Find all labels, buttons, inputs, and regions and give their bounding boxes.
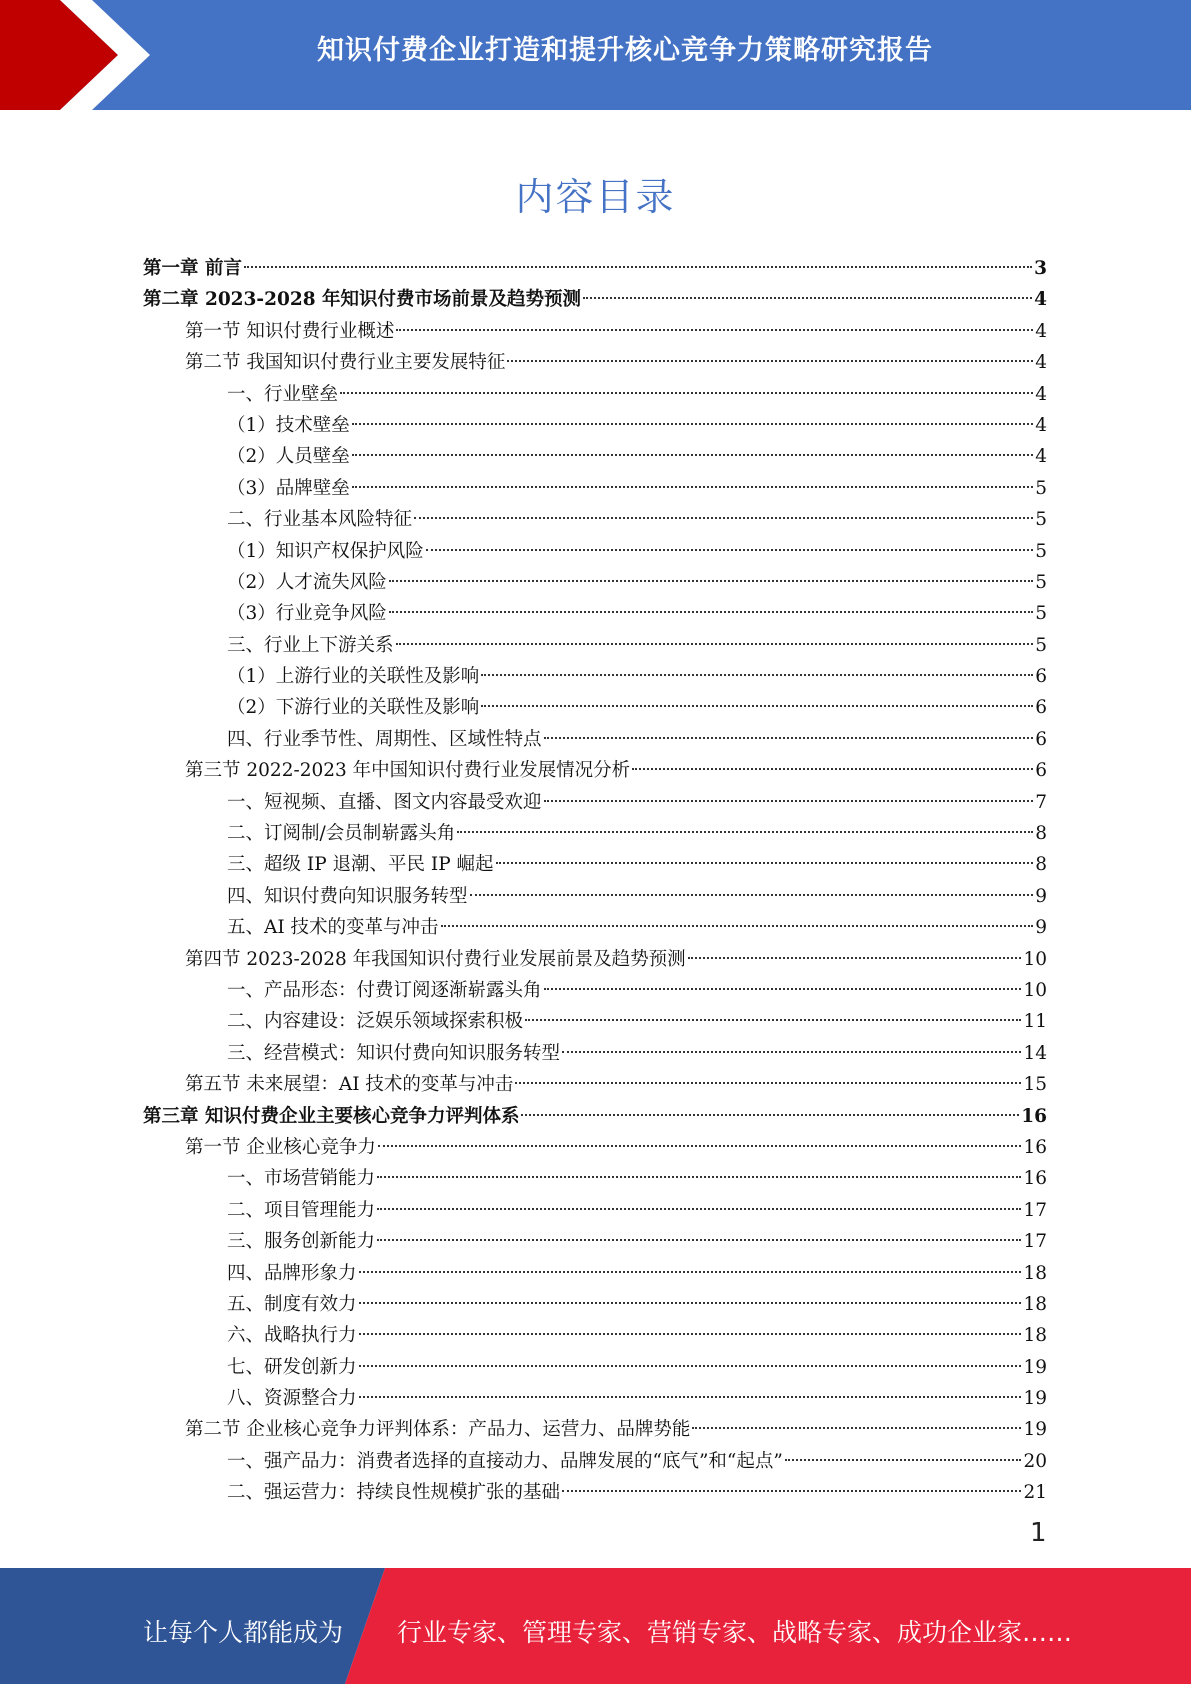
toc-entry[interactable] [143,1163,1047,1194]
toc-entry-page: 17 [1023,1231,1047,1253]
toc-entry-page: 19 [1023,1388,1047,1410]
toc-dot-leader [481,674,1033,676]
toc-entry-title: 一、行业壁垒 [227,383,339,405]
toc-entry-title: 第二节 我国知识付费行业主要发展特征 [185,352,506,374]
toc-entry-page: 5 [1035,477,1047,499]
toc-entry-page: 6 [1035,697,1047,719]
toc-entry-title: 第三章 知识付费企业主要核心竞争力评判体系 [143,1105,520,1127]
toc-entry-page: 6 [1035,760,1047,782]
toc-dot-leader [470,894,1034,896]
toc-dot-leader [378,1145,1022,1147]
toc-entry-page: 4 [1035,414,1047,436]
toc-dot-leader [340,392,1033,394]
toc-entry[interactable] [143,975,1047,1006]
toc-dot-leader [377,1208,1021,1210]
report-title: 知识付费企业打造和提升核心竞争力策略研究报告 [317,35,933,66]
toc-dot-leader [544,988,1022,990]
toc-dot-leader [688,957,1022,959]
toc-dot-leader [389,611,1033,613]
toc-entry[interactable] [143,473,1047,504]
toc-entry-title: 五、制度有效力 [227,1293,357,1315]
toc-entry-page: 5 [1035,509,1047,531]
toc-entry-page: 5 [1035,603,1047,625]
toc-entry-title: 一、市场营销能力 [227,1168,376,1190]
toc-dot-leader [389,580,1033,582]
toc-entry-page: 18 [1023,1293,1047,1315]
toc-entry-page: 15 [1023,1074,1047,1096]
toc-entry-title: 第三节 2022-2023 年中国知识付费行业发展情况分析 [185,760,631,782]
toc-entry-page: 20 [1023,1450,1047,1472]
toc-dot-leader [377,1239,1021,1241]
toc-entry-page: 5 [1035,571,1047,593]
toc-entry[interactable] [143,1038,1047,1069]
toc-entry-page: 10 [1023,979,1047,1001]
toc-entry-title: （3）品牌壁垒 [227,477,350,499]
toc-entry[interactable] [143,598,1047,629]
toc-entry-page: 4 [1035,352,1047,374]
toc-entry-title: （1）上游行业的关联性及影响 [227,666,480,688]
toc-dot-leader [359,1271,1022,1273]
toc-entry[interactable] [143,912,1047,943]
toc-entry[interactable] [143,253,1047,284]
toc-dot-leader [377,1176,1021,1178]
toc-entry-page: 4 [1035,320,1047,342]
toc-entry-page: 4 [1035,446,1047,468]
toc-dot-leader [426,549,1033,551]
toc-entry[interactable] [143,410,1047,441]
toc-dot-leader [352,486,1033,488]
toc-entry-page: 8 [1035,823,1047,845]
toc-entry[interactable] [143,1414,1047,1445]
toc-entry-title: （2）人员壁垒 [227,446,350,468]
toc-entry[interactable] [143,1477,1047,1508]
toc-dot-leader [396,329,1033,331]
toc-entry-title: 二、行业基本风险特征 [227,509,413,531]
toc-entry-page: 19 [1023,1419,1047,1441]
toc-entry[interactable] [143,692,1047,723]
toc-entry[interactable] [143,1320,1047,1351]
toc-entry[interactable] [143,504,1047,535]
toc-entry-title: 五、AI 技术的变革与冲击 [227,917,439,939]
toc-entry-page: 14 [1023,1042,1047,1064]
toc-entry[interactable] [143,1069,1047,1100]
toc-dot-leader [521,1114,1019,1116]
toc-dot-leader [441,925,1034,927]
toc-dot-leader [481,705,1033,707]
toc-entry-title: （1）技术壁垒 [227,414,350,436]
toc-dot-leader [352,454,1033,456]
toc-dot-leader [562,1490,1021,1492]
toc-entry-title: 第四节 2023-2028 年我国知识付费行业发展前景及趋势预测 [185,948,686,970]
toc-entry-title: 第一节 知识付费行业概述 [185,320,395,342]
toc-entry[interactable] [143,755,1047,786]
toc-entry[interactable] [143,441,1047,472]
page-number: 1 [1030,1518,1047,1548]
toc-dot-leader [496,862,1034,864]
toc-entry[interactable] [143,630,1047,661]
toc-entry[interactable] [143,944,1047,975]
toc-entry[interactable] [143,1132,1047,1163]
toc-entry-title: （2）人才流失风险 [227,571,387,593]
toc-entry-title: 四、品牌形象力 [227,1262,357,1284]
toc-entry[interactable] [143,1258,1047,1289]
toc-entry[interactable] [143,724,1047,755]
toc-entry-page: 4 [1034,289,1047,311]
toc-entry-title: 二、订阅制/会员制崭露头角 [227,823,456,845]
toc-entry-title: 四、知识付费向知识服务转型 [227,885,468,907]
toc-entry-page: 9 [1035,917,1047,939]
toc-entry-page: 16 [1021,1105,1047,1127]
toc-entry-title: 一、短视频、直播、图文内容最受欢迎 [227,791,542,813]
toc-entry-page: 16 [1023,1136,1047,1158]
toc-dot-leader [359,1302,1022,1304]
toc-dot-leader [507,360,1033,362]
toc-entry[interactable] [143,536,1047,567]
toc-entry-title: 六、战略执行力 [227,1325,357,1347]
toc-entry[interactable] [143,1289,1047,1320]
toc-entry-title: 一、产品形态：付费订阅逐渐崭露头角 [227,979,542,1001]
toc-entry-page: 18 [1023,1262,1047,1284]
toc-entry[interactable] [143,849,1047,880]
toc-entry-page: 6 [1035,728,1047,750]
toc-entry-page: 7 [1035,791,1047,813]
toc-entry[interactable] [143,284,1047,315]
toc-dot-leader [692,1427,1021,1429]
toc-dot-leader [562,1051,1021,1053]
toc-entry-title: 三、服务创新能力 [227,1231,376,1253]
toc-dot-leader [359,1396,1022,1398]
toc-dot-leader [785,1459,1022,1461]
toc-entry-title: 二、内容建设：泛娱乐领域探索积极 [227,1011,524,1033]
toc-entry-title: 四、行业季节性、周期性、区域性特点 [227,728,542,750]
toc-entry[interactable] [143,661,1047,692]
toc-dot-leader [525,1019,1021,1021]
toc-entry[interactable] [143,1352,1047,1383]
toc-entry[interactable] [143,1006,1047,1037]
toc-dot-leader [515,1082,1021,1084]
toc-entry[interactable] [143,379,1047,410]
page-footer [0,1568,1191,1684]
toc-heading: 内容目录 [515,175,676,219]
toc-entry-page: 6 [1035,666,1047,688]
toc-dot-leader [457,831,1033,833]
toc-entry-page: 5 [1035,540,1047,562]
toc-entry[interactable] [143,1195,1047,1226]
toc-dot-leader [352,423,1033,425]
toc-entry[interactable] [143,316,1047,347]
toc-entry[interactable] [143,1226,1047,1257]
toc-dot-leader [396,643,1034,645]
toc-entry[interactable] [143,1446,1047,1477]
toc-entry-page: 21 [1023,1482,1047,1504]
toc-entry-title: 八、资源整合力 [227,1388,357,1410]
toc-entry-page: 10 [1023,948,1047,970]
toc-dot-leader [632,768,1033,770]
toc-entry-title: （1）知识产权保护风险 [227,540,424,562]
toc-entry-page: 18 [1023,1325,1047,1347]
toc-entry[interactable] [143,1101,1047,1132]
footer-slogan-left: 让每个人都能成为 [143,1618,344,1647]
page-header [0,0,1191,110]
toc-entry-title: 二、强运营力：持续良性规模扩张的基础 [227,1482,561,1504]
toc-entry-title: 二、项目管理能力 [227,1199,376,1221]
toc-entry[interactable] [143,1383,1047,1414]
toc-entry-title: 第二节 企业核心竞争力评判体系：产品力、运营力、品牌势能 [185,1419,691,1441]
toc-entry-page: 19 [1023,1356,1047,1378]
toc-entry-page: 4 [1035,383,1047,405]
toc-dot-leader [544,800,1034,802]
footer-slogan-right: 行业专家、管理专家、营销专家、战略专家、成功企业家…… [397,1618,1073,1647]
toc-dot-leader [359,1365,1022,1367]
toc-entry-title: （2）下游行业的关联性及影响 [227,697,480,719]
toc-dot-leader [414,517,1033,519]
toc-entry-title: 第二章 2023-2028 年知识付费市场前景及趋势预测 [143,289,582,311]
toc-entry[interactable] [143,881,1047,912]
toc-entry-title: 一、强产品力：消费者选择的直接动力、品牌发展的“底气”和“起点” [227,1450,783,1472]
table-of-contents [143,253,1047,1509]
toc-entry-page: 17 [1023,1199,1047,1221]
toc-entry-page: 3 [1034,258,1047,279]
toc-entry-title: 第五节 未来展望：AI 技术的变革与冲击 [185,1074,514,1096]
toc-entry-page: 5 [1035,634,1047,656]
toc-entry[interactable] [143,818,1047,849]
toc-dot-leader [359,1333,1022,1335]
toc-entry[interactable] [143,787,1047,818]
toc-entry-title: （3）行业竞争风险 [227,603,387,625]
toc-dot-leader [244,266,1032,268]
toc-dot-leader [544,737,1034,739]
toc-entry[interactable] [143,567,1047,598]
toc-entry-page: 8 [1035,854,1047,876]
toc-entry-title: 第一节 企业核心竞争力 [185,1136,376,1158]
toc-entry-page: 11 [1023,1011,1047,1033]
toc-entry-title: 七、研发创新力 [227,1356,357,1378]
toc-entry-page: 16 [1023,1168,1047,1190]
toc-entry-title: 三、超级 IP 退潮、平民 IP 崛起 [227,854,494,876]
toc-dot-leader [583,297,1032,299]
toc-entry-title: 三、经营模式：知识付费向知识服务转型 [227,1042,561,1064]
toc-entry[interactable] [143,347,1047,378]
toc-entry-title: 三、行业上下游关系 [227,634,394,656]
toc-entry-page: 9 [1035,885,1047,907]
toc-entry-title: 第一章 前言 [143,258,242,279]
